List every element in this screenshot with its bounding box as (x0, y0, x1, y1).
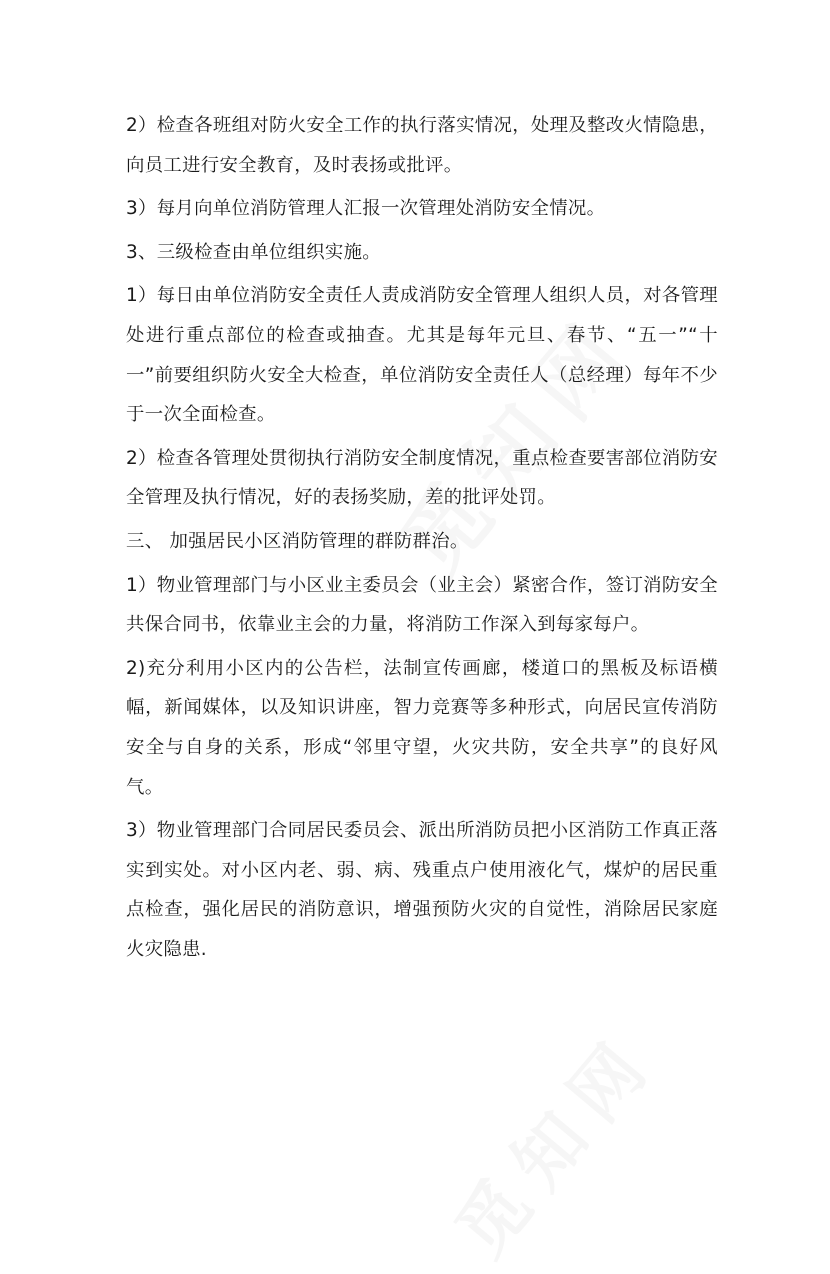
paragraph-owners-committee: 1）物业管理部门与小区业主委员会（业主会）紧密合作，签订消防安全共保合同书，依靠业主会的力量，将消防工作深入到每家每户。 (126, 574, 718, 636)
paragraph-team-inspection: 2）检查各班组对防火安全工作的执行落实情况，处理及整改火情隐患，向员工进行安全教育，及时表扬或批评。 (126, 115, 718, 176)
paragraph-daily-inspection: 1）每日由单位消防安全责任人责成消防安全管理人组织人员，对各管理处进行重点部位的检查或抽查。尤其是每年元旦、春节、“五一”“十一”前要组织防火安全大检查，单位消防安全责任人（总经理）每年不少于一次全面检查。 (126, 285, 718, 426)
paragraph-system-implementation: 2）检查各管理处贯彻执行消防安全制度情况，重点检查要害部位消防安全管理及执行情况，好的表扬奖励，差的批评处罚。 (126, 447, 718, 509)
paragraph-monthly-report: 3）每月向单位消防管理人汇报一次管理处消防安全情况。 (126, 198, 606, 220)
paragraph-publicity: 2)充分利用小区内的公告栏，法制宣传画廊，楼道口的黑板及标语横幅，新闻媒体，以及知识讲座，智力竞赛等多种形式，向居民宣传消防安全与自身的关系，形成“邻里守望，火灾共防，安全共享”的良好风气。 (126, 657, 718, 798)
document-body (126, 106, 718, 969)
paragraph-implementation: 3）物业管理部门合同居民委员会、派出所消防员把小区消防工作真正落实到实处。对小区内老、弱、病、残重点户使用液化气，煤炉的居民重点检查，强化居民的消防意识，增强预防火灾的自觉性，消除居民家庭火灾隐患. (126, 820, 718, 960)
watermark-bottom (428, 1007, 675, 1274)
paragraph-third-level-inspection: 3、三级检查由单位组织实施。 (126, 241, 381, 263)
section-heading-community: 三、 加强居民小区消防管理的群防群治。 (126, 530, 469, 552)
